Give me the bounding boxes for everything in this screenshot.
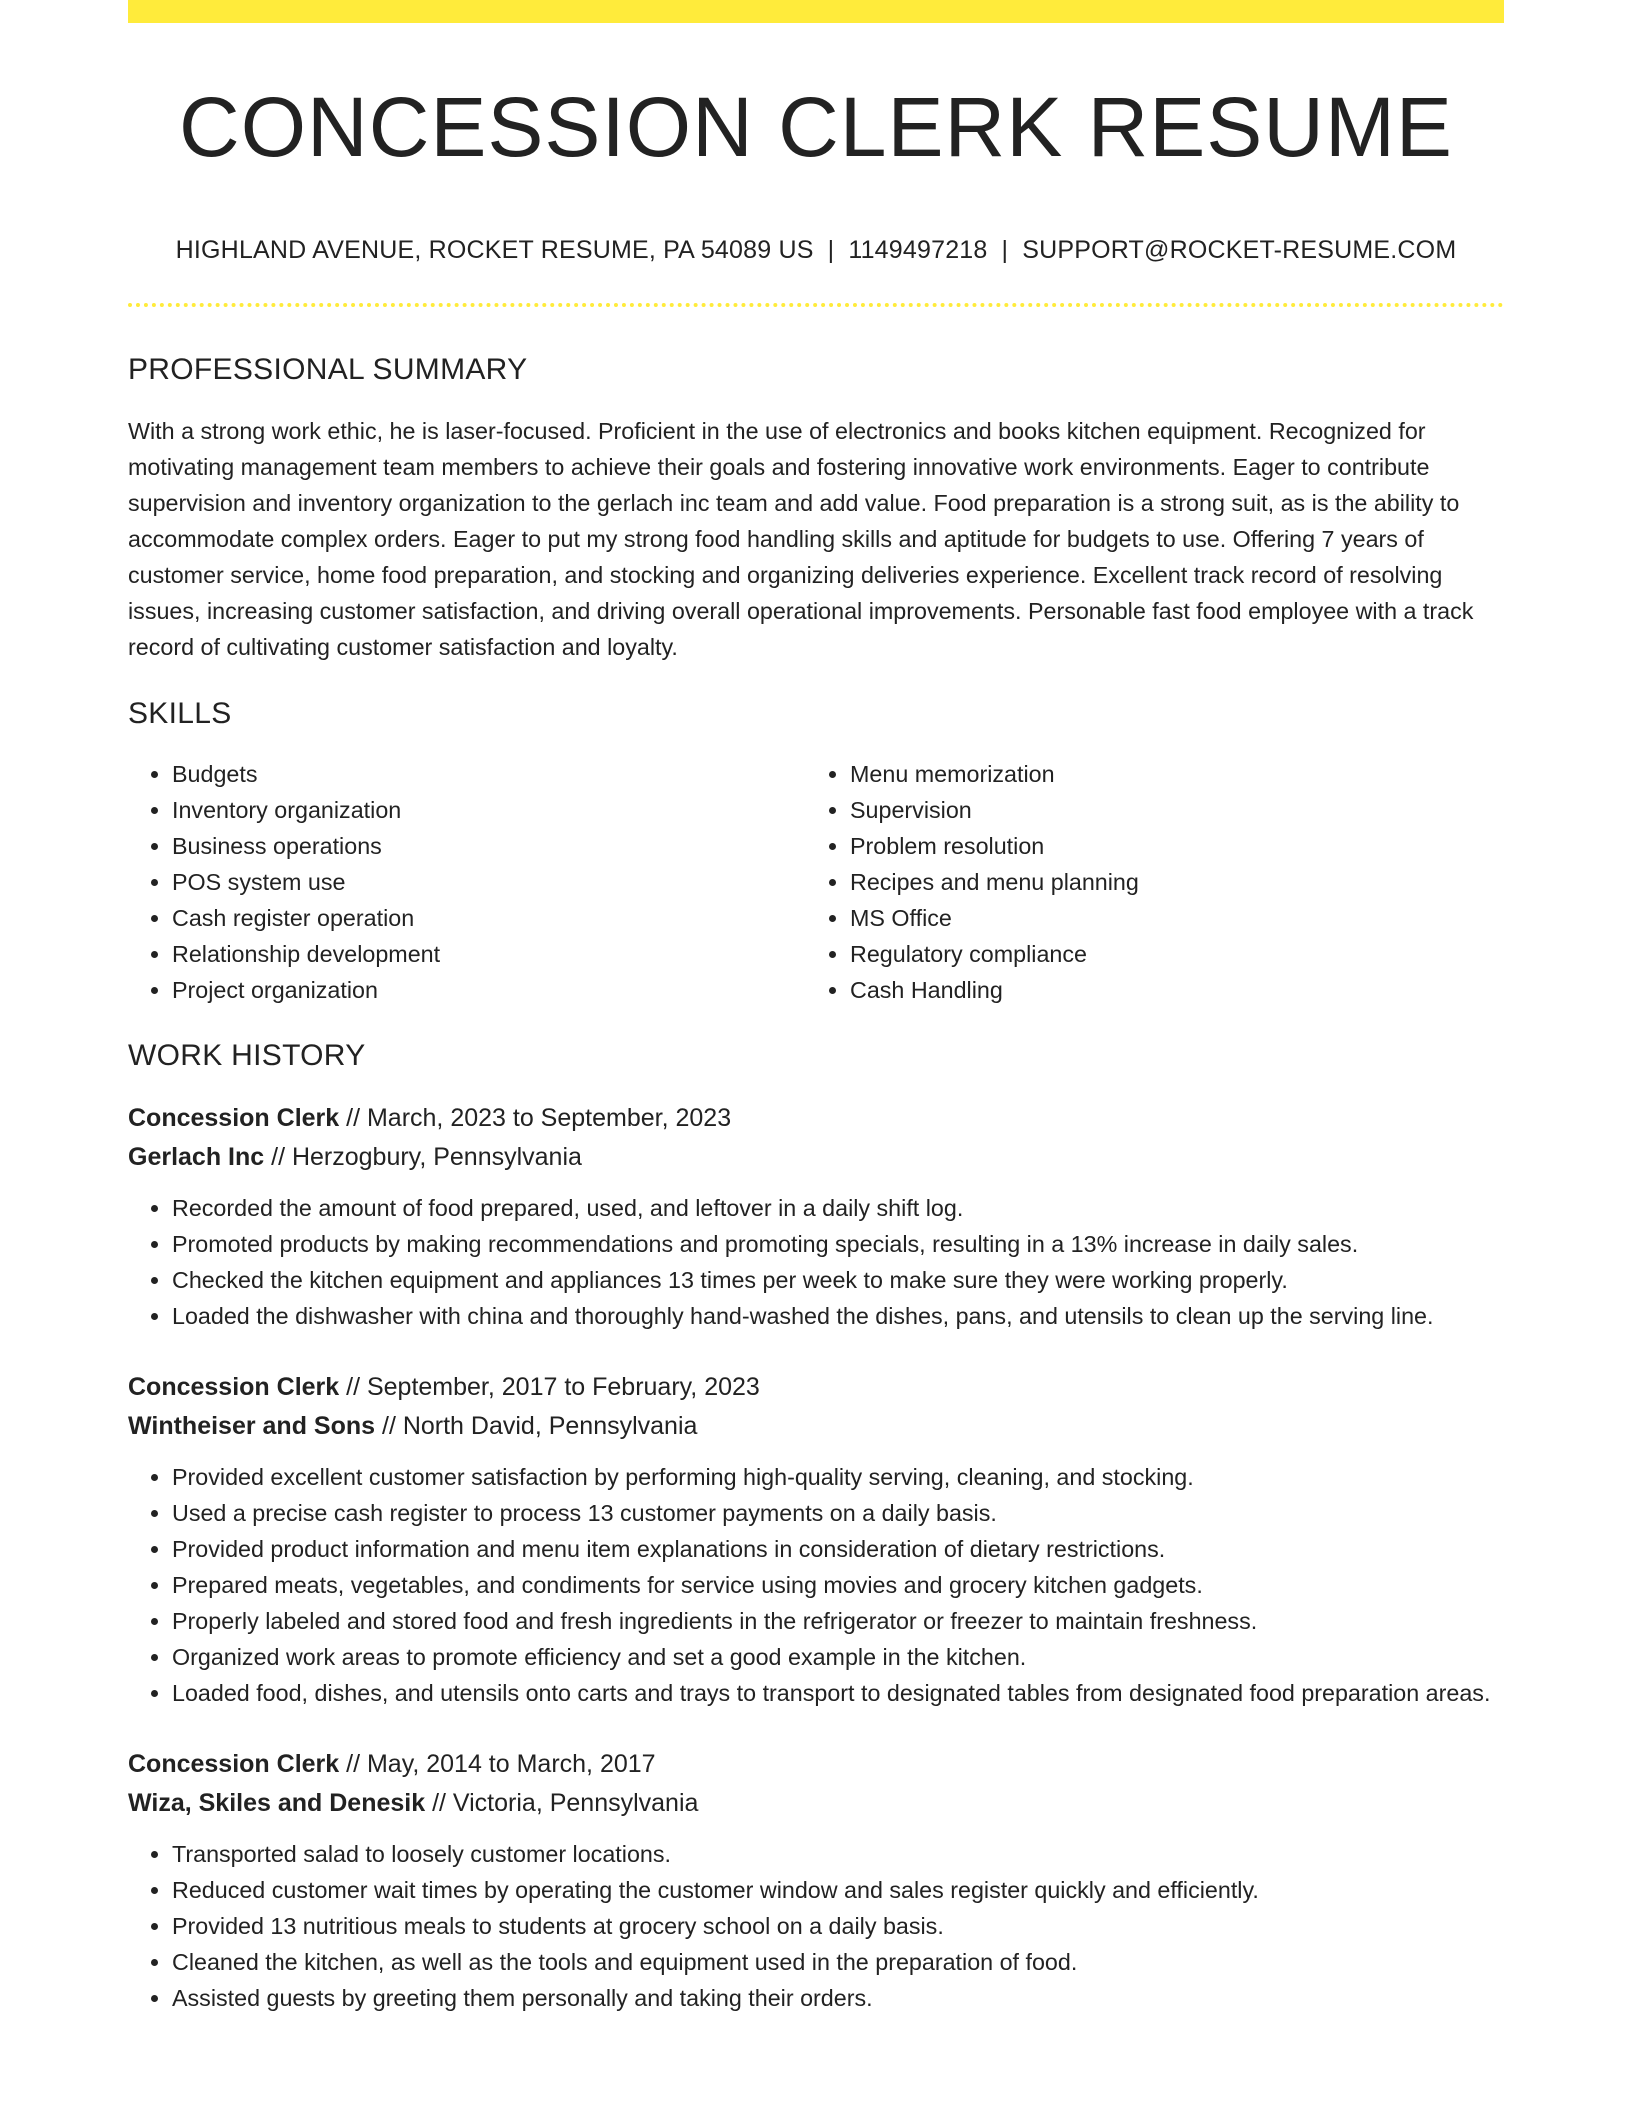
job-role: Concession Clerk [128, 1373, 340, 1401]
resume-title: CONCESSION CLERK RESUME [179, 80, 1453, 174]
job-bullet: • Provided product information and menu item explanations in consideration of dietary restrictions. [172, 1531, 1504, 1567]
skill-item: • Relationship development [172, 936, 806, 972]
job-bullet: • Properly labeled and stored food and fresh ingredients in the refrigerator or freezer to maintain freshness. [172, 1603, 1504, 1639]
job-bullet: • Used a precise cash register to process 13 customer payments on a daily basis. [172, 1495, 1504, 1531]
job-bullet: • Organized work areas to promote efficiency and set a good example in the kitchen. [172, 1639, 1504, 1675]
job-company-line [128, 1407, 1504, 1446]
skill-item: • Cash register operation [172, 900, 806, 936]
skill-item: • Budgets [172, 756, 806, 792]
skill-item: • Business operations [172, 828, 806, 864]
contact-phone: 1149497218 [848, 236, 988, 264]
skill-item: • Project organization [172, 972, 806, 1008]
job-bullet: • Recorded the amount of food prepared, used, and leftover in a daily shift log. [172, 1190, 1504, 1226]
contact-email[interactable]: SUPPORT@ROCKET-RESUME.COM [1022, 236, 1457, 264]
job-bullet: • Assisted guests by greeting them personally and taking their orders. [172, 1980, 1504, 2016]
job-bullet: • Promoted products by making recommendations and promoting specials, resulting in a 13% increase in daily sales. [172, 1226, 1504, 1262]
job-location: // North David, Pennsylvania [375, 1412, 698, 1440]
contact-separator: | [827, 236, 835, 264]
job-location: // Herzogbury, Pennsylvania [264, 1143, 582, 1171]
job-title-line [128, 1368, 1504, 1407]
job-location: // Victoria, Pennsylvania [425, 1789, 699, 1817]
job-title-line [128, 1745, 1504, 1784]
job-bullets [128, 1836, 1504, 2016]
resume-page [128, 0, 1504, 2016]
dotted-divider [128, 303, 1504, 307]
skill-item: • Problem resolution [850, 828, 1484, 864]
job-bullet: • Transported salad to loosely customer locations. [172, 1836, 1504, 1872]
job-bullet: • Provided excellent customer satisfaction by performing high-quality serving, cleaning, and stocking. [172, 1459, 1504, 1495]
skill-item: • Cash Handling [850, 972, 1484, 1008]
job-company: Wiza, Skiles and Denesik [128, 1789, 426, 1817]
work-history-heading: WORK HISTORY [128, 1039, 366, 1072]
job-dates: // September, 2017 to February, 2023 [339, 1373, 760, 1401]
skills-heading: SKILLS [128, 697, 232, 730]
contact-separator: | [1001, 236, 1009, 264]
skills-list [128, 756, 1504, 1008]
job-bullet: • Loaded the dishwasher with china and thoroughly hand-washed the dishes, pans, and utensils to clean up the serving line. [172, 1298, 1504, 1334]
job-bullet: • Loaded food, dishes, and utensils onto carts and trays to transport to designated tables from designated food preparation areas. [172, 1675, 1504, 1711]
skill-item: • MS Office [850, 900, 1484, 936]
job-company-line [128, 1138, 1504, 1177]
skill-item: • Menu memorization [850, 756, 1484, 792]
summary-text: With a strong work ethic, he is laser-focused. Proficient in the use of electronics and books kitchen equipment. Recognized for motivating management team members to achieve their goals and fostering innovative work environments. Eager to contribute supervision and inventory organization to the gerlach inc team and add value. Food preparation is a strong suit, as is the ability to accommodate complex orders. Eager to put my strong food handling skills and aptitude for budgets to use. Offering 7 years of customer service, home food preparation, and stocking and organizing deliveries experience. Excellent track record of resolving issues, increasing customer satisfaction, and driving overall operational improvements. Personable fast food employee with a track record of cultivating customer satisfaction and loyalty. [128, 418, 1474, 660]
job-dates: // May, 2014 to March, 2017 [339, 1750, 656, 1778]
job-entry [128, 1745, 1504, 2016]
job-bullet: • Cleaned the kitchen, as well as the tools and equipment used in the preparation of food. [172, 1944, 1504, 1980]
job-entry [128, 1368, 1504, 1711]
job-bullets [128, 1190, 1504, 1334]
job-bullets [128, 1459, 1504, 1711]
job-role: Concession Clerk [128, 1750, 340, 1778]
job-company-line [128, 1784, 1504, 1823]
skills-column-left [128, 756, 806, 1008]
job-title-line [128, 1099, 1504, 1138]
job-company: Wintheiser and Sons [128, 1412, 376, 1440]
skill-item: • Recipes and menu planning [850, 864, 1484, 900]
skill-item: • Supervision [850, 792, 1484, 828]
skill-item: • Inventory organization [172, 792, 806, 828]
job-bullet: • Provided 13 nutritious meals to students at grocery school on a daily basis. [172, 1908, 1504, 1944]
job-company: Gerlach Inc [128, 1143, 265, 1171]
skills-column-right [806, 756, 1484, 1008]
job-bullet: • Prepared meats, vegetables, and condiments for service using movies and grocery kitchen gadgets. [172, 1567, 1504, 1603]
summary-heading: PROFESSIONAL SUMMARY [128, 353, 528, 386]
job-bullet: • Checked the kitchen equipment and appliances 13 times per week to make sure they were working properly. [172, 1262, 1504, 1298]
job-bullet: • Reduced customer wait times by operating the customer window and sales register quickly and efficiently. [172, 1872, 1504, 1908]
accent-bar [128, 0, 1504, 23]
contact-address: HIGHLAND AVENUE, ROCKET RESUME, PA 54089 US [175, 236, 814, 264]
skill-item: • Regulatory compliance [850, 936, 1484, 972]
job-role: Concession Clerk [128, 1104, 340, 1132]
job-entry [128, 1099, 1504, 1334]
job-dates: // March, 2023 to September, 2023 [339, 1104, 732, 1132]
contact-line [128, 236, 1504, 265]
skill-item: • POS system use [172, 864, 806, 900]
